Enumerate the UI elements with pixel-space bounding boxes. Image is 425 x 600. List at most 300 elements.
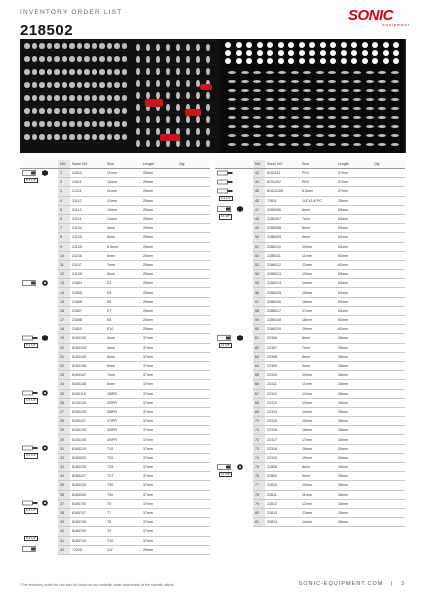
row-qty[interactable] bbox=[177, 178, 210, 187]
table-row bbox=[20, 518, 210, 527]
hex-icon bbox=[237, 206, 243, 212]
row-length: 28mm bbox=[336, 463, 372, 472]
row-sonic-no: 2286309 bbox=[265, 233, 300, 242]
drive-size-badge: 6.3 1/4" bbox=[26, 453, 37, 458]
row-qty[interactable] bbox=[372, 389, 405, 398]
row-no: 63 bbox=[253, 352, 265, 361]
row-no: 75 bbox=[253, 463, 265, 472]
bit-item bbox=[166, 44, 170, 51]
table-row bbox=[215, 334, 405, 343]
wrench-item bbox=[228, 125, 236, 128]
row-sonic-no: 81512155 bbox=[265, 187, 300, 196]
page-subtitle: INVENTORY ORDER LIST bbox=[20, 9, 123, 16]
row-size: 16mm bbox=[300, 426, 336, 435]
table-row bbox=[215, 481, 405, 490]
row-qty[interactable] bbox=[372, 316, 405, 325]
row-length: 37mm bbox=[141, 389, 177, 398]
row-sonic-no: 8183227 bbox=[70, 472, 105, 481]
row-length: 25mm bbox=[141, 545, 177, 554]
bit-item bbox=[176, 116, 180, 123]
wrench-item bbox=[266, 98, 274, 101]
socket-item bbox=[24, 43, 30, 49]
row-no: 50 bbox=[253, 233, 265, 242]
row-size: 12mm bbox=[105, 196, 141, 205]
row-length: 37mm bbox=[336, 187, 372, 196]
socket-item bbox=[69, 69, 75, 75]
row-size: 27IPR bbox=[105, 417, 141, 426]
tray-number-marker bbox=[236, 58, 242, 64]
row-sonic-no: 8163107 bbox=[70, 371, 105, 380]
bit-item bbox=[196, 44, 200, 51]
row-qty[interactable] bbox=[372, 196, 405, 205]
torx-icon bbox=[42, 390, 48, 396]
row-length: 37mm bbox=[141, 398, 177, 407]
screwdriver-handle bbox=[200, 84, 212, 90]
tray-number-marker bbox=[383, 42, 389, 48]
row-size: 8mm bbox=[300, 224, 336, 233]
row-qty[interactable] bbox=[372, 444, 405, 453]
tray-number-marker bbox=[330, 42, 336, 48]
row-qty[interactable] bbox=[372, 334, 405, 343]
table-row bbox=[20, 545, 210, 554]
row-sonic-no: 2286308 bbox=[265, 224, 300, 233]
socket-item bbox=[47, 134, 53, 140]
table-row bbox=[20, 306, 210, 315]
row-qty[interactable] bbox=[372, 361, 405, 370]
row-no: 1 bbox=[58, 169, 70, 178]
row-qty[interactable] bbox=[372, 178, 405, 187]
table-row bbox=[20, 508, 210, 517]
tray-number-marker bbox=[351, 42, 357, 48]
table-row bbox=[20, 242, 210, 251]
table-row bbox=[20, 435, 210, 444]
table-row bbox=[215, 435, 405, 444]
row-qty[interactable] bbox=[372, 518, 405, 527]
row-qty[interactable] bbox=[177, 545, 210, 554]
wrench-item bbox=[391, 98, 399, 101]
row-length: 30mm bbox=[336, 444, 372, 453]
row-length: 30mm bbox=[336, 435, 372, 444]
socket-item bbox=[107, 134, 113, 140]
row-size: 5mm bbox=[105, 352, 141, 361]
row-length: 37mm bbox=[141, 361, 177, 370]
socket-item bbox=[77, 56, 83, 62]
ratchet-handle bbox=[160, 134, 180, 141]
row-length: 37mm bbox=[141, 536, 177, 545]
socket-item bbox=[122, 43, 128, 49]
tray-number-marker bbox=[309, 42, 315, 48]
row-size: 30IPR bbox=[105, 426, 141, 435]
wrench-item bbox=[353, 143, 361, 146]
row-qty[interactable] bbox=[177, 251, 210, 260]
row-qty[interactable] bbox=[177, 499, 210, 508]
row-qty[interactable] bbox=[372, 343, 405, 352]
row-qty[interactable] bbox=[372, 260, 405, 269]
row-qty[interactable] bbox=[177, 508, 210, 517]
tray-number-marker bbox=[341, 50, 347, 56]
wrench-item bbox=[391, 125, 399, 128]
row-qty[interactable] bbox=[177, 279, 210, 288]
socket-item bbox=[24, 82, 30, 88]
wrench-item bbox=[241, 80, 249, 83]
row-qty[interactable] bbox=[177, 288, 210, 297]
row-qty[interactable] bbox=[372, 325, 405, 334]
row-sonic-no: 2286314 bbox=[265, 279, 300, 288]
tray-number-marker bbox=[267, 42, 273, 48]
wrench-item bbox=[366, 80, 374, 83]
tray-number-marker bbox=[341, 58, 347, 64]
socket-item bbox=[62, 121, 68, 127]
row-qty[interactable] bbox=[177, 426, 210, 435]
row-qty[interactable] bbox=[372, 398, 405, 407]
row-sonic-no: 2286316 bbox=[265, 297, 300, 306]
row-length: 63mm bbox=[336, 205, 372, 214]
row-no: 42 bbox=[58, 545, 70, 554]
row-qty[interactable] bbox=[372, 297, 405, 306]
socket-item bbox=[54, 69, 60, 75]
row-length: 63mm bbox=[336, 306, 372, 315]
row-sonic-no: 8183710 bbox=[70, 536, 105, 545]
row-qty[interactable] bbox=[177, 389, 210, 398]
row-qty[interactable] bbox=[372, 426, 405, 435]
row-sonic-no: 8153125 bbox=[70, 407, 105, 416]
row-qty[interactable] bbox=[372, 169, 405, 178]
row-qty[interactable] bbox=[372, 417, 405, 426]
row-sonic-no: 8183705 bbox=[70, 499, 105, 508]
row-length: 37mm bbox=[141, 463, 177, 472]
table-row bbox=[20, 251, 210, 260]
row-qty[interactable] bbox=[177, 490, 210, 499]
socket-item bbox=[122, 108, 128, 114]
row-length: 37mm bbox=[141, 453, 177, 462]
tray-number-marker bbox=[257, 58, 263, 64]
table-row bbox=[20, 527, 210, 536]
table-row bbox=[20, 407, 210, 416]
bit-item bbox=[176, 68, 180, 75]
row-qty[interactable] bbox=[372, 407, 405, 416]
drive-size-badge: 10 3/8" bbox=[221, 343, 231, 348]
row-no: 69 bbox=[253, 407, 265, 416]
socket-item bbox=[24, 56, 30, 62]
wrench-item bbox=[341, 80, 349, 83]
wrench-item bbox=[316, 116, 324, 119]
wrench-item bbox=[266, 71, 274, 74]
socket-item bbox=[92, 82, 98, 88]
row-qty[interactable] bbox=[372, 270, 405, 279]
footer-right bbox=[299, 581, 405, 587]
wrench-item bbox=[228, 107, 236, 110]
row-qty[interactable] bbox=[177, 306, 210, 315]
row-length: 28mm bbox=[336, 361, 372, 370]
row-qty[interactable] bbox=[372, 251, 405, 260]
row-length: 28mm bbox=[336, 508, 372, 517]
row-sonic-no: 22313 bbox=[265, 398, 300, 407]
row-qty[interactable] bbox=[372, 288, 405, 297]
row-no: 78 bbox=[253, 490, 265, 499]
drive-size-badge: 6.3 1/4" bbox=[26, 508, 37, 513]
row-sonic-no: 22307 bbox=[265, 343, 300, 352]
row-size: 8mm bbox=[105, 380, 141, 389]
row-size: 3mm bbox=[105, 334, 141, 343]
row-no: 64 bbox=[253, 361, 265, 370]
row-length: 37mm bbox=[141, 518, 177, 527]
row-qty[interactable] bbox=[177, 169, 210, 178]
row-qty[interactable] bbox=[177, 472, 210, 481]
row-qty[interactable] bbox=[177, 325, 210, 334]
wrench-item bbox=[291, 71, 299, 74]
socket-item bbox=[84, 82, 90, 88]
wrench-item bbox=[228, 89, 236, 92]
row-size: 5.5mm bbox=[105, 242, 141, 251]
row-no: 24 bbox=[58, 380, 70, 389]
row-qty[interactable] bbox=[177, 463, 210, 472]
row-length: 28mm bbox=[336, 417, 372, 426]
row-qty[interactable] bbox=[177, 270, 210, 279]
row-size: 5.5mm bbox=[300, 187, 336, 196]
wrench-item bbox=[341, 98, 349, 101]
row-qty[interactable] bbox=[177, 398, 210, 407]
wrench-item bbox=[316, 107, 324, 110]
wrench-item bbox=[378, 98, 386, 101]
wrench-item bbox=[366, 116, 374, 119]
table-row bbox=[215, 187, 405, 196]
row-size: 11mm bbox=[300, 380, 336, 389]
row-qty[interactable] bbox=[177, 196, 210, 205]
row-size: 8mm bbox=[300, 463, 336, 472]
row-no: 11 bbox=[58, 260, 70, 269]
socket-item bbox=[77, 82, 83, 88]
row-qty[interactable] bbox=[177, 260, 210, 269]
row-qty[interactable] bbox=[177, 518, 210, 527]
table-row bbox=[20, 371, 210, 380]
row-qty[interactable] bbox=[372, 242, 405, 251]
drive-size-badge: 10 3/8" bbox=[221, 214, 231, 219]
row-qty[interactable] bbox=[177, 435, 210, 444]
table-row bbox=[215, 260, 405, 269]
bit-holder-icon bbox=[22, 335, 38, 341]
row-qty[interactable] bbox=[177, 407, 210, 416]
wrench-item bbox=[278, 116, 286, 119]
table-row bbox=[215, 224, 405, 233]
wrench-item bbox=[353, 125, 361, 128]
socket-item bbox=[39, 134, 45, 140]
wrench-item bbox=[266, 125, 274, 128]
wrench-item bbox=[253, 89, 261, 92]
socket-item bbox=[114, 56, 120, 62]
wrench-item bbox=[316, 89, 324, 92]
col-no: NO bbox=[253, 160, 265, 169]
row-qty[interactable] bbox=[177, 214, 210, 223]
row-qty[interactable] bbox=[372, 472, 405, 481]
row-qty[interactable] bbox=[177, 444, 210, 453]
row-size: 14mm bbox=[105, 214, 141, 223]
bit-item bbox=[166, 140, 170, 147]
row-qty[interactable] bbox=[177, 187, 210, 196]
row-size: 14mm bbox=[300, 407, 336, 416]
row-no: 74 bbox=[253, 453, 265, 462]
table-row bbox=[215, 444, 405, 453]
row-qty[interactable] bbox=[372, 435, 405, 444]
socket-item bbox=[24, 121, 30, 127]
row-qty[interactable] bbox=[177, 453, 210, 462]
tray-number-marker bbox=[330, 58, 336, 64]
row-size: 11mm bbox=[300, 251, 336, 260]
row-no: 16 bbox=[58, 306, 70, 315]
row-qty[interactable] bbox=[372, 371, 405, 380]
row-length: 25mm bbox=[141, 251, 177, 260]
row-sonic-no: 8153127 bbox=[70, 417, 105, 426]
socket-item bbox=[92, 134, 98, 140]
wrench-item bbox=[391, 143, 399, 146]
row-qty[interactable] bbox=[177, 417, 210, 426]
wrench-item bbox=[378, 116, 386, 119]
row-length: 37mm bbox=[141, 426, 177, 435]
row-qty[interactable] bbox=[177, 343, 210, 352]
table-row bbox=[20, 325, 210, 334]
row-sonic-no: 2286313 bbox=[265, 270, 300, 279]
row-qty[interactable] bbox=[372, 352, 405, 361]
row-no: 49 bbox=[253, 224, 265, 233]
row-qty[interactable] bbox=[372, 205, 405, 214]
row-qty[interactable] bbox=[372, 463, 405, 472]
bit-item bbox=[196, 128, 200, 135]
row-qty[interactable] bbox=[177, 233, 210, 242]
row-length: 37mm bbox=[141, 481, 177, 490]
col-sonic-no: Sonic NO bbox=[70, 160, 105, 169]
socket-item bbox=[77, 134, 83, 140]
hex-icon bbox=[42, 170, 48, 176]
row-qty[interactable] bbox=[177, 316, 210, 325]
bit-item bbox=[206, 128, 210, 135]
row-qty[interactable] bbox=[177, 352, 210, 361]
row-qty[interactable] bbox=[372, 508, 405, 517]
tray-number-marker bbox=[267, 58, 273, 64]
row-sonic-no: 22312 bbox=[265, 389, 300, 398]
table-row bbox=[20, 260, 210, 269]
socket-item bbox=[69, 108, 75, 114]
tray-number-marker bbox=[257, 50, 263, 56]
row-size: 11mm bbox=[300, 490, 336, 499]
row-length: 25mm bbox=[336, 196, 372, 205]
table-row bbox=[215, 453, 405, 462]
row-sonic-no: 2286317 bbox=[265, 306, 300, 315]
row-no: 9 bbox=[58, 242, 70, 251]
row-sonic-no: 22813 bbox=[265, 508, 300, 517]
row-qty[interactable] bbox=[372, 380, 405, 389]
row-no: 18 bbox=[58, 325, 70, 334]
row-qty[interactable] bbox=[177, 380, 210, 389]
row-sonic-no: 21106 bbox=[70, 251, 105, 260]
row-size: T40 bbox=[105, 490, 141, 499]
row-size: E6 bbox=[105, 297, 141, 306]
row-qty[interactable] bbox=[177, 371, 210, 380]
row-qty[interactable] bbox=[372, 233, 405, 242]
footer-site[interactable]: SONIC-EQUIPMENT.COM bbox=[298, 581, 384, 587]
row-qty[interactable] bbox=[177, 481, 210, 490]
row-size: T27 bbox=[105, 472, 141, 481]
row-no: 7 bbox=[58, 224, 70, 233]
wrench-item bbox=[366, 125, 374, 128]
row-size: 9mm bbox=[300, 472, 336, 481]
wrench-item bbox=[241, 143, 249, 146]
row-qty[interactable] bbox=[177, 536, 210, 545]
socket-item bbox=[107, 69, 113, 75]
tray-number-marker bbox=[236, 42, 242, 48]
socket-item bbox=[84, 43, 90, 49]
row-qty[interactable] bbox=[372, 187, 405, 196]
socket-item bbox=[24, 69, 30, 75]
bit-holder-icon bbox=[217, 170, 233, 176]
row-qty[interactable] bbox=[372, 214, 405, 223]
row-sonic-no: 22306 bbox=[265, 334, 300, 343]
row-size: E4 bbox=[105, 279, 141, 288]
row-no: 20 bbox=[58, 343, 70, 352]
row-length: 28mm bbox=[336, 407, 372, 416]
row-qty[interactable] bbox=[177, 334, 210, 343]
bit-item bbox=[196, 56, 200, 63]
bit-item bbox=[156, 92, 160, 99]
wrench-item bbox=[366, 98, 374, 101]
bit-holder-icon bbox=[217, 179, 233, 185]
bit-item bbox=[206, 68, 210, 75]
row-qty[interactable] bbox=[177, 205, 210, 214]
row-qty[interactable] bbox=[372, 499, 405, 508]
row-no: 61 bbox=[253, 334, 265, 343]
wrench-item bbox=[341, 89, 349, 92]
row-length: 63mm bbox=[336, 270, 372, 279]
wrench-item bbox=[266, 143, 274, 146]
row-sonic-no: 21114 bbox=[70, 214, 105, 223]
row-size: 17mm bbox=[300, 435, 336, 444]
row-size: 12mm bbox=[300, 389, 336, 398]
socket-item bbox=[54, 95, 60, 101]
table-row bbox=[20, 380, 210, 389]
row-qty[interactable] bbox=[177, 297, 210, 306]
row-length: 28mm bbox=[336, 343, 372, 352]
row-qty[interactable] bbox=[177, 242, 210, 251]
tray-number-marker bbox=[225, 50, 231, 56]
drive-size-badge: 10 3/8" bbox=[221, 471, 231, 476]
row-qty[interactable] bbox=[372, 279, 405, 288]
socket-item bbox=[114, 69, 120, 75]
row-qty[interactable] bbox=[177, 361, 210, 370]
row-qty[interactable] bbox=[372, 306, 405, 315]
tray-number-marker bbox=[320, 42, 326, 48]
tray-number-marker bbox=[351, 58, 357, 64]
tray-number-marker bbox=[299, 50, 305, 56]
row-qty[interactable] bbox=[177, 527, 210, 536]
socket-item bbox=[54, 134, 60, 140]
table-row bbox=[20, 453, 210, 462]
row-qty[interactable] bbox=[372, 481, 405, 490]
socket-item bbox=[54, 56, 60, 62]
row-no: 26 bbox=[58, 398, 70, 407]
row-size: 15mm bbox=[300, 417, 336, 426]
wrench-item bbox=[278, 89, 286, 92]
row-size: 4mm bbox=[105, 343, 141, 352]
row-qty[interactable] bbox=[372, 453, 405, 462]
row-qty[interactable] bbox=[177, 224, 210, 233]
row-qty[interactable] bbox=[372, 224, 405, 233]
table-row bbox=[215, 270, 405, 279]
row-length: 25mm bbox=[141, 260, 177, 269]
table-row bbox=[215, 205, 405, 214]
socket-item bbox=[39, 82, 45, 88]
row-sonic-no: 21806 bbox=[70, 297, 105, 306]
socket-item bbox=[84, 121, 90, 127]
row-qty[interactable] bbox=[372, 490, 405, 499]
row-no: 81 bbox=[253, 518, 265, 527]
